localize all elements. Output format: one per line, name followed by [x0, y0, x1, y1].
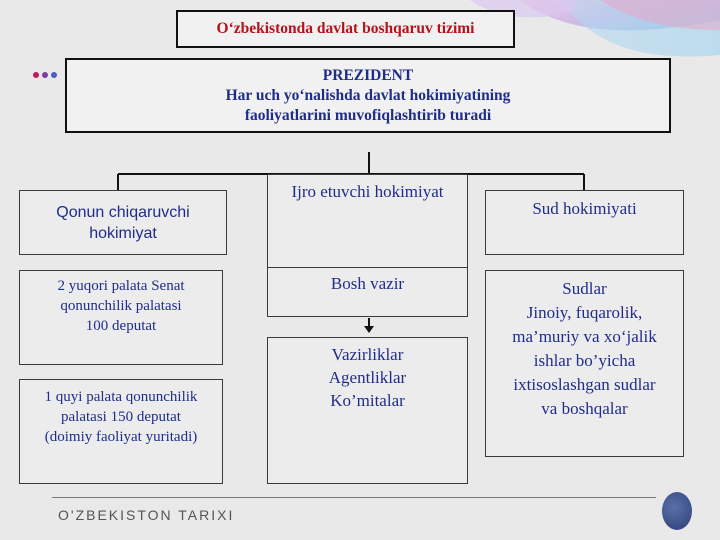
- legislative-label-line: Qonun chiqaruvchi: [56, 203, 190, 221]
- lower-chamber-line: palatasi 150 deputat: [61, 409, 181, 425]
- upper-chamber-line: 2 yuqori palata Senat: [57, 278, 185, 294]
- upper-chamber-line: qonunchilik palatasi: [60, 298, 182, 314]
- president-description-line: Har uch yo‘nalishda davlat hokimiyatining: [225, 86, 511, 104]
- upper-chamber-box: [19, 270, 223, 365]
- diagram-title-text: O‘zbekistonda davlat boshqaruv tizimi: [216, 20, 475, 37]
- judicial-branch-box: [485, 190, 684, 255]
- courts-line: ixtisoslashgan sudlar: [513, 375, 656, 394]
- lower-chamber-line: (doimiy faoliyat yuritadi): [44, 429, 198, 445]
- judicial-label: Sud hokimiyati: [532, 199, 637, 218]
- diagram-title: [176, 10, 515, 48]
- courts-line: ma’muriy va xo‘jalik: [512, 327, 657, 346]
- executive-label: Ijro etuvchi hokimiyat: [291, 182, 444, 201]
- president-box: [65, 58, 671, 133]
- lower-chamber-box: [19, 379, 223, 484]
- executive-body-line: Ko’mitalar: [330, 391, 405, 410]
- dot-icon: [33, 72, 39, 78]
- decorative-dots: [33, 72, 57, 78]
- courts-line: ishlar bo’yicha: [533, 351, 636, 370]
- courts-box: [485, 270, 684, 457]
- executive-body-line: Vazirliklar: [331, 345, 404, 364]
- courts-line: Sudlar: [562, 279, 607, 298]
- executive-bodies-box: [267, 337, 468, 484]
- courts-line: Jinoiy, fuqarolik,: [526, 303, 643, 322]
- footer-circle-decoration: [662, 492, 692, 530]
- president-heading: PREZIDENT: [322, 66, 414, 84]
- legislative-label-line: hokimiyat: [89, 224, 157, 242]
- lower-chamber-line: 1 quyi palata qonunchilik: [44, 389, 198, 405]
- footer-divider: [52, 497, 656, 498]
- president-description-line: faoliyatlarini muvofiqlashtirib turadi: [244, 106, 492, 124]
- prime-minister-label: Bosh vazir: [330, 274, 405, 293]
- upper-chamber-line: 100 deputat: [85, 318, 157, 334]
- dot-icon: [42, 72, 48, 78]
- footer-text: O'ZBEKISTON TARIXI: [58, 507, 235, 523]
- executive-body-line: Agentliklar: [328, 368, 407, 387]
- prime-minister-box: [267, 267, 468, 317]
- dot-icon: [51, 72, 57, 78]
- executive-branch-box: [267, 174, 468, 269]
- courts-line: va boshqalar: [541, 399, 628, 418]
- legislative-branch-box: [19, 190, 227, 255]
